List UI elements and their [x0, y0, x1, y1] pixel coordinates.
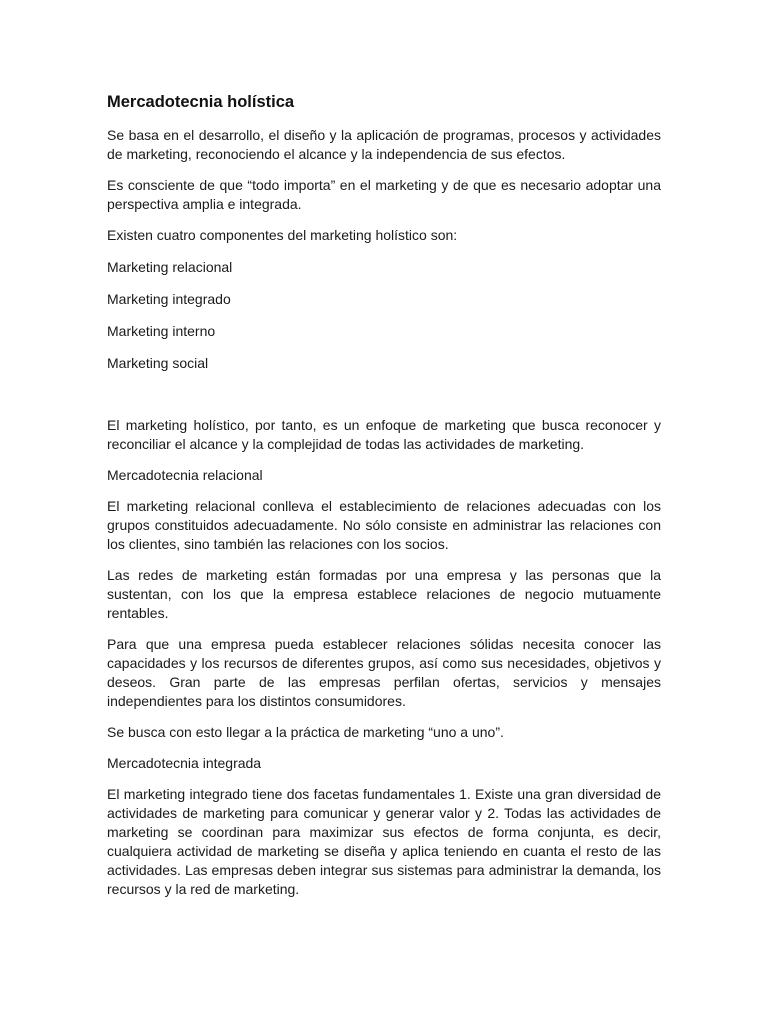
component-item: Marketing relacional: [107, 259, 233, 275]
relacional-paragraph: Se busca con esto llegar a la práctica de marketing “uno a uno”.: [107, 724, 504, 740]
spacer: [107, 386, 661, 416]
components-list: [107, 258, 661, 373]
relacional-paragraph: Para que una empresa pueda establecer relaciones sólidas necesita conocer las capacidades y los recursos de diferentes grupos, así como sus necesidades, objetivos y deseos. Gran parte de las empresas perfilan ofertas, servicios y mensajes independientes para los distintos consumidores.: [107, 636, 661, 709]
intro-paragraph: Es consciente de que “todo importa” en el marketing y de que es necesario adoptar una perspectiva amplia e integrada.: [107, 177, 661, 212]
component-item: Marketing interno: [107, 323, 216, 339]
relacional-paragraph: El marketing relacional conlleva el establecimiento de relaciones adecuadas con los grupos constituidos adecuadamente. No sólo consiste en administrar las relaciones con los clientes, sino también las relaciones con los socios.: [107, 498, 661, 552]
intro-paragraph: Se basa en el desarrollo, el diseño y la aplicación de programas, procesos y actividades de marketing, reconociendo el alcance y la independencia de sus efectos.: [107, 127, 661, 162]
relacional-paragraph: Las redes de marketing están formadas por una empresa y las personas que la sustentan, con los que la empresa establece relaciones de negocio mutuamente rentables.: [107, 567, 661, 621]
section-heading-integrada: Mercadotecnia integrada: [107, 755, 262, 771]
conclusion-paragraph: El marketing holístico, por tanto, es un enfoque de marketing que busca reconocer y reconciliar el alcance y la complejidad de todas las actividades de marketing.: [107, 417, 661, 452]
intro-paragraph: Existen cuatro componentes del marketing holístico son:: [107, 227, 458, 243]
document-page: [107, 92, 661, 911]
integrada-paragraph: El marketing integrado tiene dos facetas fundamentales 1. Existe una gran diversidad de actividades de marketing para comunicar y generar valor y 2. Todas las actividades de marketing se coordinan para maximizar sus efectos de forma conjunta, es decir, cualquiera actividad de marketing se diseña y aplica teniendo en cuanta el resto de las actividades. Las empresas deben integrar sus sistemas para administrar la demanda, los recursos y la red de marketing.: [107, 786, 661, 897]
component-item: Marketing social: [107, 355, 209, 371]
document-title: Mercadotecnia holística: [107, 93, 295, 111]
section-heading-relacional: Mercadotecnia relacional: [107, 467, 263, 483]
component-item: Marketing integrado: [107, 291, 231, 307]
